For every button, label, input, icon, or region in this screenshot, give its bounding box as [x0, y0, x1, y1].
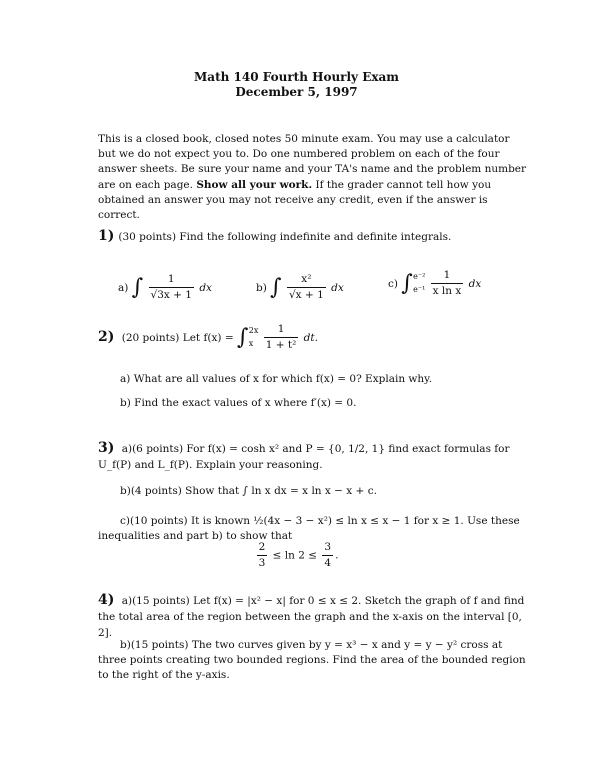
integral-b-numerator: x²: [287, 272, 326, 288]
exam-title: Math 140 Fourth Hourly Exam: [194, 70, 399, 84]
problem-4-number: 4): [98, 592, 115, 608]
integral-a-fraction: [149, 272, 194, 303]
integral-b-dx: dx: [331, 281, 344, 294]
integral-sign-icon: ∫: [401, 271, 413, 296]
problem-2-number: 2): [98, 328, 115, 345]
inequality-left-numerator: 2: [257, 540, 268, 556]
integral-c-label: c): [388, 277, 398, 290]
problem-3c-text: c)(10 points) It is known ½(4x − 3 − x²) ≤ ln x ≤ x − 1 for x ≥ 1. Use these inequalities and part b) to show that: [98, 515, 520, 543]
integral-c-fraction: [431, 268, 464, 299]
integral-b-label: b): [256, 281, 267, 294]
problem-3a: [98, 438, 528, 474]
problem-3-inequality: [0, 540, 593, 571]
inequality-middle: ≤ ln 2 ≤: [272, 549, 318, 562]
exam-date: December 5, 1997: [235, 85, 358, 99]
problem-2-text: Let f(x) =: [182, 331, 234, 344]
problem-1-text: Find the following indefinite and definite integrals.: [179, 231, 452, 243]
integral-c-limits: [413, 271, 425, 297]
problem-2-limits: [249, 325, 259, 351]
integral-b: [256, 272, 344, 304]
integral-sign-icon: ∫: [270, 275, 282, 300]
problem-2-lower-limit: x: [248, 338, 254, 348]
integral-b-denominator: √x + 1: [288, 289, 324, 302]
integral-c: [388, 268, 481, 300]
problem-2-heading: [98, 322, 528, 362]
problem-1-heading: [98, 226, 528, 246]
inequality-right-fraction: [322, 540, 333, 571]
instructions-text: This is a closed book, closed notes 50 minute exam. You may use a calculator but we do not expect you to. Do one numbered problem on each of the four answer sheets. Be sure your name and your TA's name and the problem number are on each page.: [98, 133, 527, 191]
exam-header: [0, 70, 593, 100]
problem-4b: [98, 638, 528, 684]
instructions: [98, 132, 528, 223]
problem-3b: b)(4 points) Show that ∫ ln x dx = x ln x − x + c.: [120, 485, 377, 497]
problem-2-denominator: 1 + t²: [265, 339, 297, 352]
problem-1-points: (30 points): [118, 231, 177, 243]
integral-b-fraction: [287, 272, 326, 303]
problem-2-fraction: [264, 322, 299, 353]
integral-c-denominator: x ln x: [432, 285, 462, 298]
inequality-end: .: [335, 549, 339, 562]
integral-a-label: a): [118, 281, 129, 294]
problem-2-numerator: 1: [264, 322, 299, 338]
problem-1-integrals: [0, 268, 593, 308]
integral-c-lower-limit: e⁻¹: [413, 284, 426, 294]
problem-4a: [98, 590, 528, 641]
problem-2-points: (20 points): [121, 331, 180, 344]
integral-sign-icon: ∫: [236, 325, 249, 350]
integral-a-dx: dx: [199, 281, 212, 294]
problem-3a-text: a)(6 points) For f(x) = cosh x² and P = {0, 1/2, 1} find exact formulas for U_f(P) and L_f(P). Explain your reasoning.: [98, 443, 510, 472]
problem-4b-text: b)(15 points) The two curves given by y = x³ − x and y = y − y² cross at three points creating two bounded regions. Find the area of the bounded region to the right of the y-axis.: [98, 639, 526, 682]
problem-4a-text: a)(15 points) Let f(x) = |x² − x| for 0 ≤ x ≤ 2. Sketch the graph of f and find the total area of the region between the graph and the x-axis on the interval [0, 2].: [98, 595, 525, 639]
problem-2a: a) What are all values of x for which f(x) = 0? Explain why.: [120, 373, 433, 385]
inequality-right-numerator: 3: [322, 540, 333, 556]
problem-2-dt: dt.: [303, 331, 318, 344]
integral-c-dx: dx: [468, 277, 482, 290]
inequality-right-denominator: 4: [324, 557, 332, 570]
integral-a: [118, 272, 212, 304]
problem-1-number: 1): [98, 228, 115, 244]
integral-c-upper-limit: e⁻²: [413, 272, 426, 282]
problem-2-upper-limit: 2x: [248, 326, 259, 336]
integral-a-numerator: 1: [149, 272, 194, 288]
integral-c-numerator: 1: [431, 268, 464, 284]
problem-3-number: 3): [98, 440, 115, 456]
instructions-text-2: If the grader cannot tell how you obtained an answer you may not receive any credit, even if the answer is correct.: [98, 178, 492, 222]
inequality-left-denominator: 3: [258, 557, 266, 570]
inequality-left-fraction: [257, 540, 268, 571]
integral-a-denominator: √3x + 1: [150, 289, 192, 302]
instructions-emphasis: Show all your work.: [196, 178, 313, 191]
integral-sign-icon: ∫: [131, 275, 144, 300]
problem-2b: b) Find the exact values of x where f′(x) = 0.: [120, 397, 357, 409]
